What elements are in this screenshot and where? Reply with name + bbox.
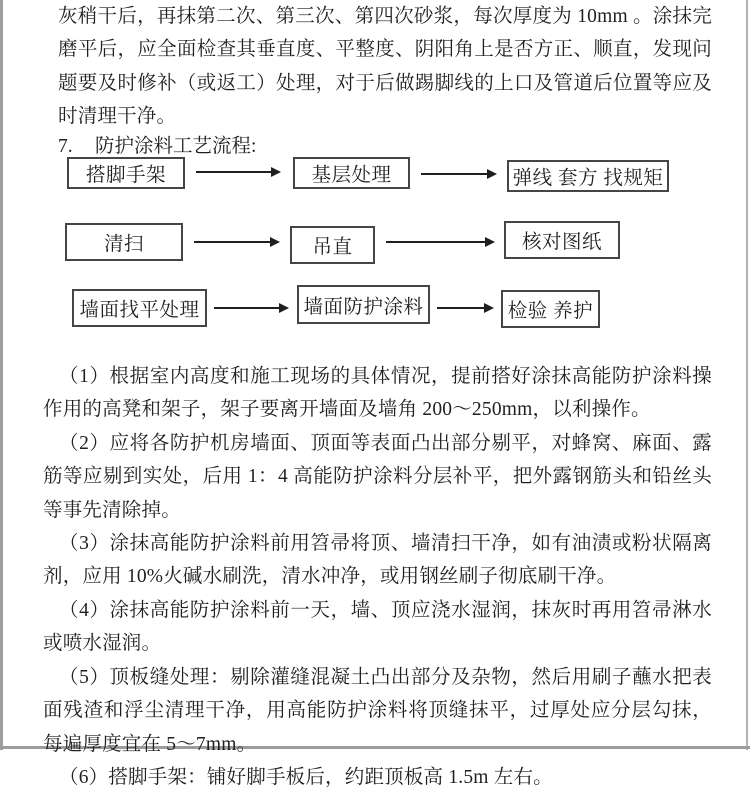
arrow-right-icon [194,241,271,243]
flow-step-wall-coating: 墙面防护涂料 [297,285,430,324]
item-1: （1）根据室内高度和施工现场的具体情况，提前搭好涂抹高能防护涂料操作用的高凳和架子，架子要离开墙面及墙角 200～250mm，以利操作。 [43,366,712,421]
arrow-right-icon [421,173,488,175]
numbered-items [43,360,712,794]
section-number: 7. [58,135,73,157]
arrow-right-icon [437,307,485,309]
arrow-right-icon [386,241,486,243]
flow-step-base-treatment: 基层处理 [293,157,410,189]
flow-step-plumbing: 吊直 [290,226,375,264]
arrow-right-icon [196,171,272,173]
flow-step-inspection-curing: 检验 养护 [501,290,600,328]
item-5: （5）顶板缝处理：剔除灌缝混凝土凸出部分及杂物，然后用刷子蘸水把表面残渣和浮尘清理干净，用高能防护涂料将顶缝抹平，过厚处应分层勾抹，每遍厚度宜在 5～7mm。 [43,666,712,755]
item-6: （6）搭脚手架：铺好脚手板后，约距顶板高 1.5m 左右。 [59,766,553,788]
flow-step-snap-lines: 弹线 套方 找规矩 [507,160,669,192]
paragraph-intro: 灰稍干后，再抹第二次、第三次、第四次砂浆，每次厚度为 10mm 。涂抹完磨平后，应全面检查其垂直度、平整度、阴阳角上是否方正、顺直，发现问题要及时修补（或返工）处理，对于后做踢脚线的上口及管道后位置等应及时清理干净。 [58,6,712,128]
process-flowchart [0,150,750,342]
flow-step-check-drawings: 核对图纸 [504,221,620,259]
flow-step-cleaning: 清扫 [65,223,183,261]
item-3: （3）涂抹高能防护涂料前用笤帚将顶、墙清扫干净，如有油渍或粉状隔离剂，应用 10%火碱水刷洗，清水冲净，或用钢丝刷子彻底刷干净。 [43,533,712,588]
item-4: （4）涂抹高能防护涂料前一天，墙、顶应浇水湿润，抹灰时再用笤帚淋水或喷水湿润。 [43,599,712,655]
flow-step-wall-leveling: 墙面找平处理 [72,289,207,327]
arrow-right-icon [214,307,280,309]
flow-step-scaffolding: 搭脚手架 [67,157,185,189]
item-2: （2）应将各防护机房墙面、顶面等表面凸出部分剔平，对蜂窝、麻面、露筋等应剔到实处，后用 1：4 高能防护涂料分层补平，把外露钢筋头和铅丝头等事先清除掉。 [43,432,712,521]
section-title: 防护涂料工艺流程: [95,135,257,157]
